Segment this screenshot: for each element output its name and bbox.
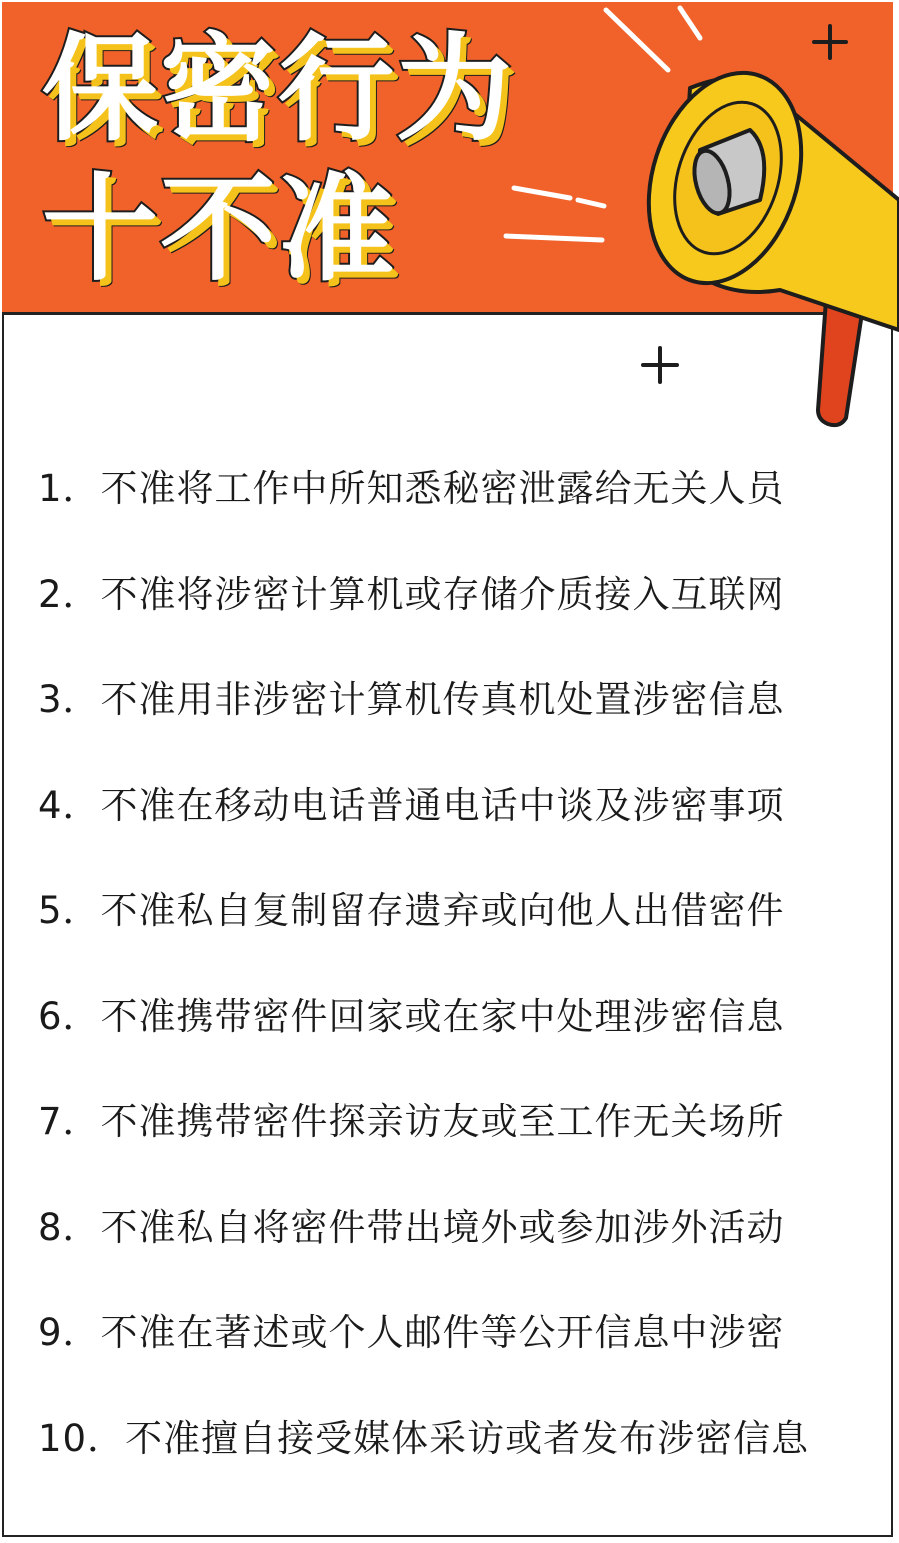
list-item (38, 458, 868, 564)
rule-text: 不准擅自接受媒体采访或者发布涉密信息 (125, 1416, 810, 1460)
list-item (38, 880, 868, 986)
rule-number: 10． (38, 1416, 126, 1460)
rule-text: 不准在移动电话普通电话中谈及涉密事项 (100, 783, 785, 827)
rule-number: 1． (38, 467, 101, 510)
rule-number: 8． (38, 1205, 101, 1249)
list-item (38, 669, 868, 775)
list-item (38, 1408, 868, 1514)
title-line-1: 保密行为 (42, 22, 514, 157)
title-line-2: 十不准 (42, 162, 396, 297)
rule-number: 7． (38, 1100, 101, 1143)
rule-text: 不准携带密件探亲访友或至工作无关场所 (100, 1100, 785, 1143)
rule-text: 不准用非涉密计算机传真机处置涉密信息 (100, 678, 785, 721)
list-item (38, 775, 868, 881)
list-item (38, 1302, 868, 1408)
rule-text: 不准私自复制留存遗弃或向他人出借密件 (100, 889, 785, 932)
rule-text: 不准携带密件回家或在家中处理涉密信息 (100, 994, 785, 1038)
list-item (38, 564, 868, 670)
rule-number: 2． (38, 572, 101, 616)
rule-number: 9． (38, 1311, 101, 1354)
rule-number: 5． (38, 889, 101, 932)
rule-text: 不准私自将密件带出境外或参加涉外活动 (100, 1205, 785, 1249)
list-item (38, 1197, 868, 1303)
rule-text: 不准在著述或个人邮件等公开信息中涉密 (100, 1311, 785, 1354)
rule-number: 3． (38, 678, 101, 721)
rule-number: 6． (38, 994, 101, 1038)
rule-number: 4． (38, 783, 101, 827)
rule-text: 不准将涉密计算机或存储介质接入互联网 (100, 572, 785, 616)
list-item (38, 1091, 868, 1197)
rules-list (38, 458, 868, 1513)
list-item (38, 986, 868, 1092)
rule-text: 不准将工作中所知悉秘密泄露给无关人员 (100, 467, 785, 510)
title-banner (2, 2, 893, 315)
